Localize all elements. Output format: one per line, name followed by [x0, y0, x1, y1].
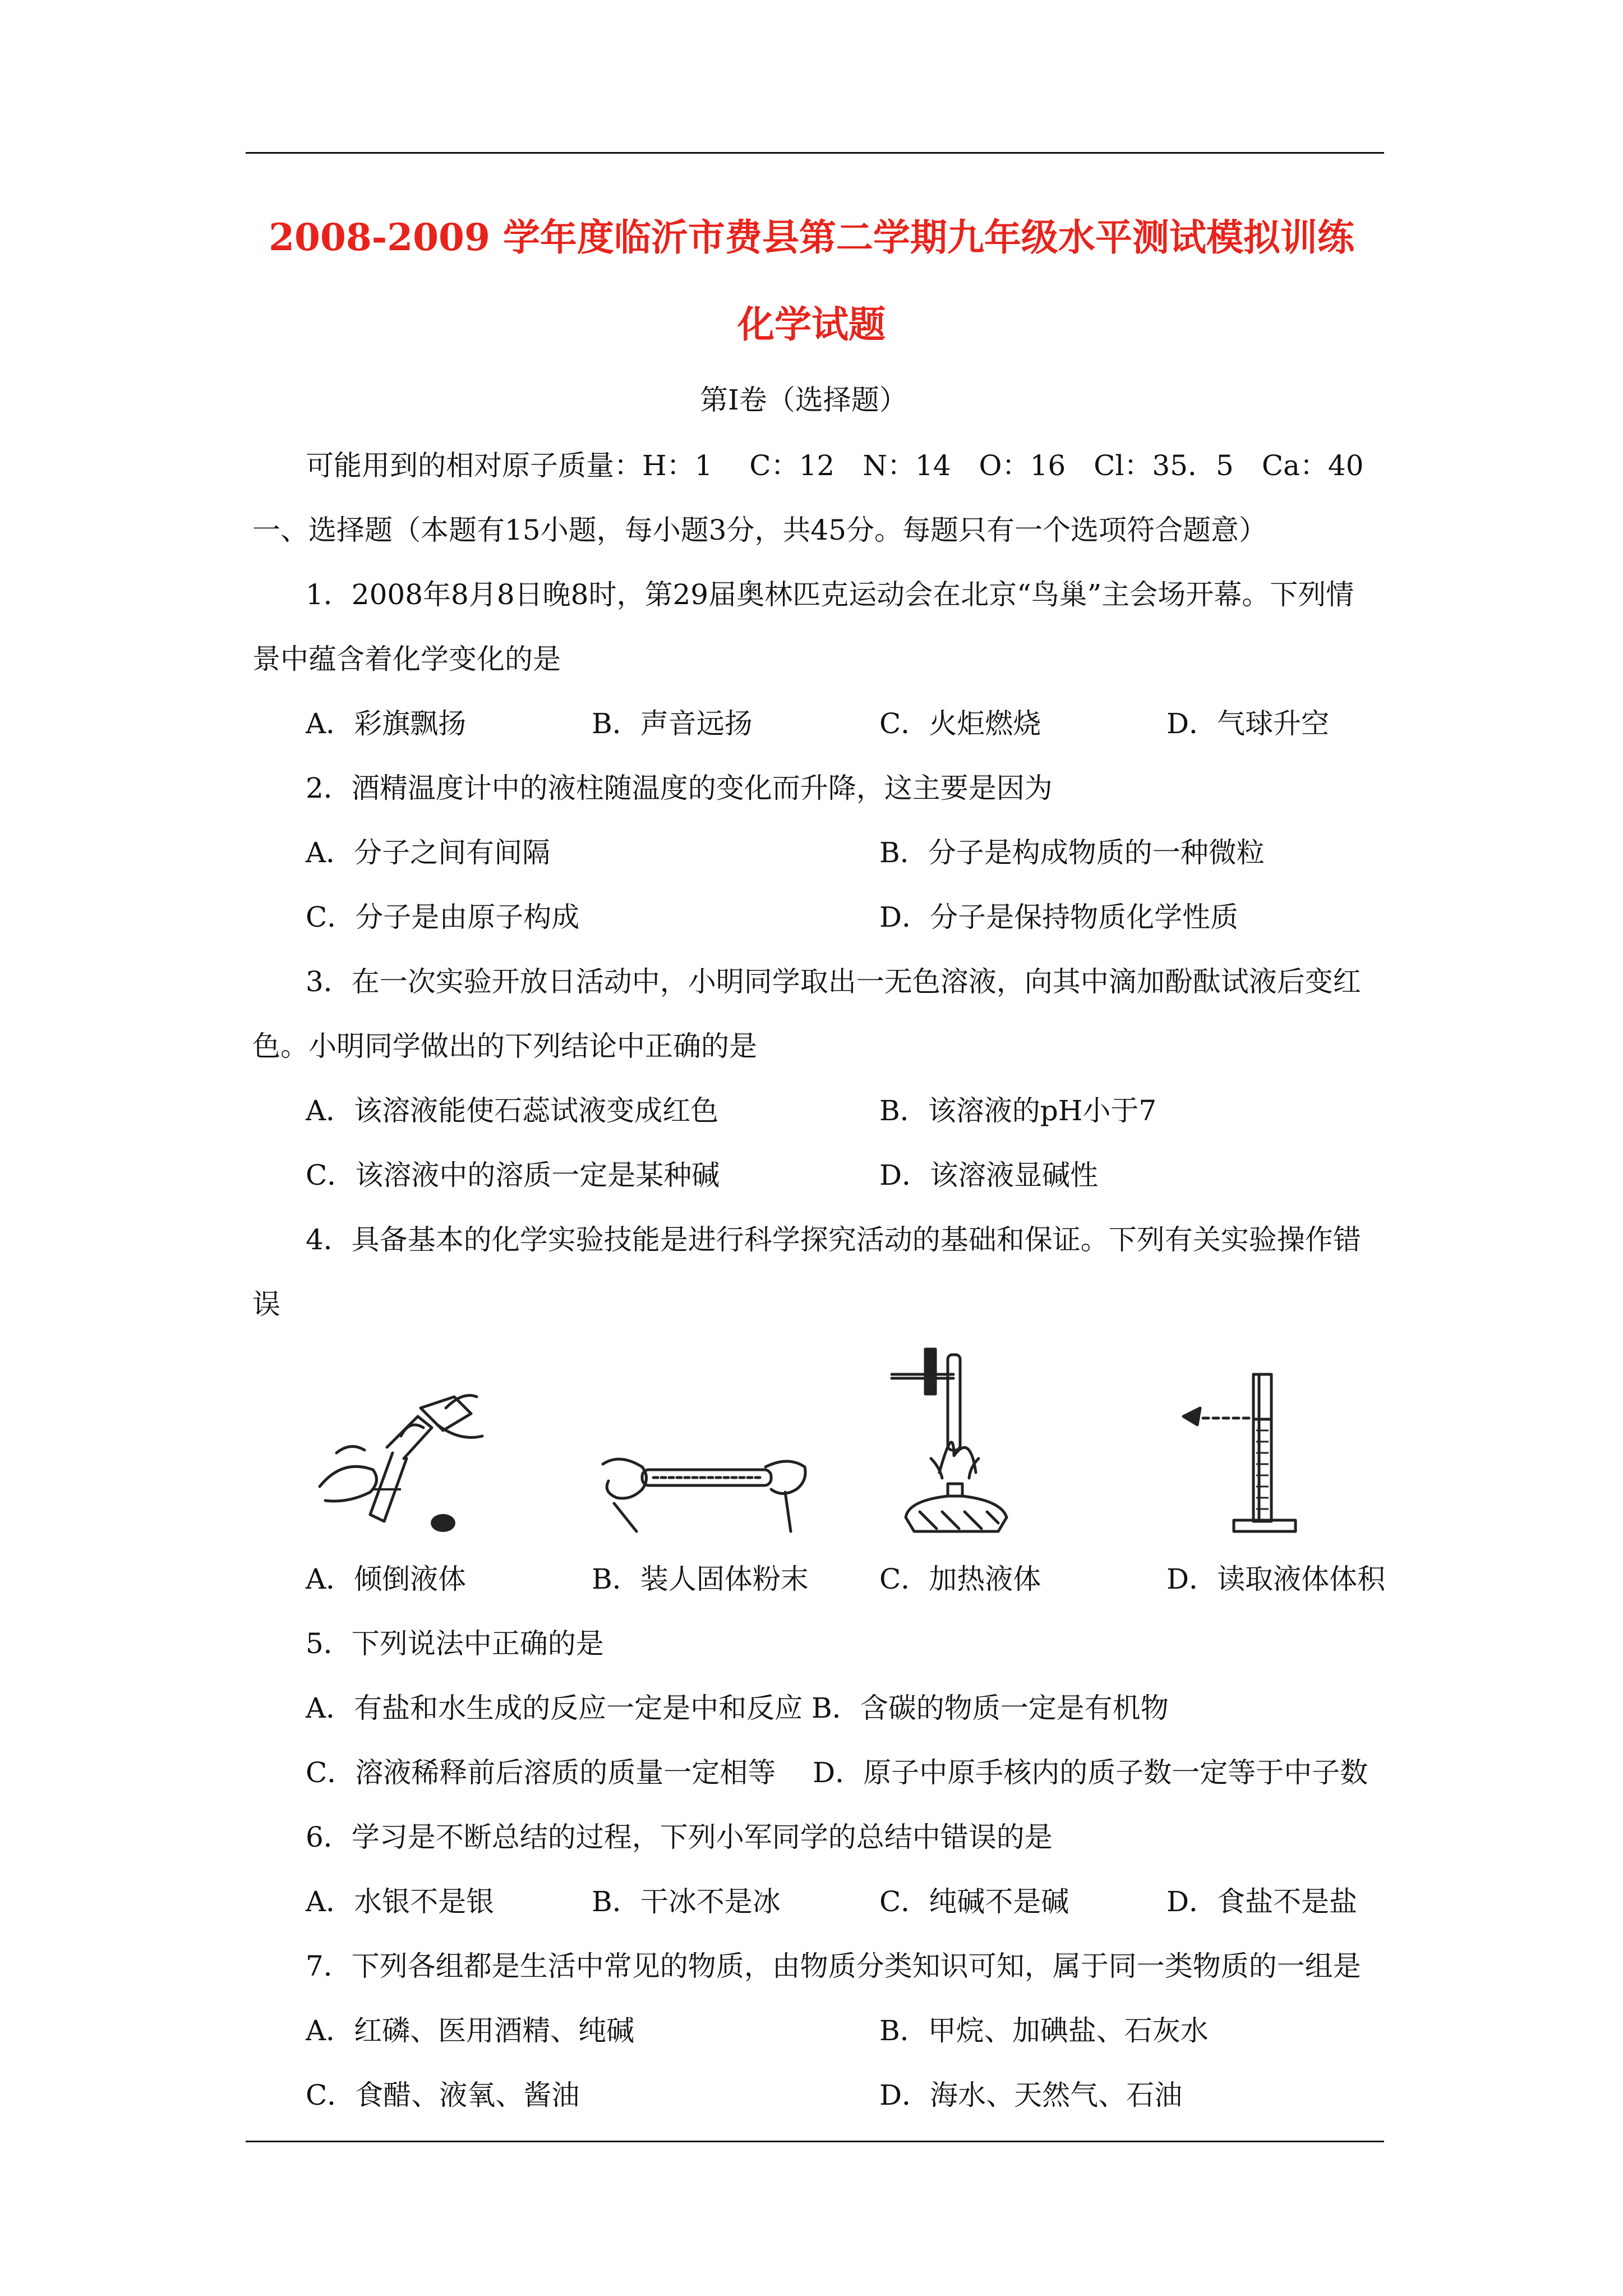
question-2-stem: 2．酒精温度计中的液柱随温度的变化而升降，这主要是因为 — [306, 772, 1053, 804]
q2-option-b: B．分子是构成物质的一种微粒 — [879, 836, 1265, 869]
q2-option-a: A．分子之间有间隔 — [306, 836, 551, 869]
figure-adding-powder — [597, 1436, 810, 1537]
q3-option-a: A．该溶液能使石蕊试液变成红色 — [306, 1094, 719, 1127]
question-3-stem-cont: 色。小明同学做出的下列结论中正确的是 — [252, 1030, 757, 1062]
question-4-stem: 4．具备基本的化学实验技能是进行科学探究活动的基础和保证。下列有关实验操作错 — [306, 1223, 1361, 1256]
question-6-stem: 6．学习是不断总结的过程，下列小军同学的总结中错误的是 — [306, 1821, 1053, 1853]
question-4-stem-cont: 误 — [252, 1288, 280, 1320]
q7-option-a: A．红磷、医用酒精、纯碱 — [306, 2014, 635, 2047]
q6-option-b: B．干冰不是冰 — [592, 1885, 781, 1918]
q4-option-d: D．读取液体体积 — [1166, 1563, 1386, 1595]
figure-reading-volume — [1166, 1369, 1324, 1537]
q3-option-b: B．该溶液的pH小于7 — [879, 1094, 1157, 1127]
q7-option-b: B．甲烷、加碘盐、石灰水 — [879, 2014, 1209, 2047]
q3-option-d: D．该溶液显碱性 — [879, 1159, 1099, 1191]
q7-option-d: D．海水、天然气、石油 — [879, 2079, 1183, 2111]
part-heading: 一、选择题（本题有15小题，每小题3分，共45分。每题只有一个选项符合题意） — [252, 514, 1267, 546]
top-rule — [246, 152, 1384, 154]
figure-heating-liquid — [886, 1343, 1032, 1537]
q2-option-d: D．分子是保持物质化学性质 — [879, 901, 1239, 933]
q2-option-c: C．分子是由原子构成 — [306, 901, 580, 933]
question-7-stem: 7．下列各组都是生活中常见的物质，由物质分类知识可知，属于同一类物质的一组是 — [306, 1950, 1361, 1982]
q5-options-cd: C．溶液稀释前后溶质的质量一定相等 D．原子中原手核内的质子数一定等于中子数 — [306, 1756, 1368, 1789]
section-heading: 第Ⅰ卷（选择题） — [700, 384, 907, 416]
q4-option-a: A．倾倒液体 — [306, 1563, 467, 1595]
page-subtitle: 化学试题 — [737, 302, 886, 346]
q4-option-c: C．加热液体 — [879, 1563, 1041, 1595]
figure-pouring-liquid — [303, 1374, 494, 1543]
bottom-rule — [246, 2141, 1384, 2142]
question-5-stem: 5．下列说法中正确的是 — [306, 1627, 604, 1660]
q6-option-c: C．纯碱不是碱 — [879, 1885, 1069, 1918]
question-1-stem-cont: 景中蕴含着化学变化的是 — [252, 643, 561, 675]
page-title: 2008-2009 学年度临沂市费县第二学期九年级水平测试模拟训练 — [269, 215, 1354, 259]
q4-option-b: B．装人固体粉末 — [592, 1563, 809, 1595]
q6-option-a: A．水银不是银 — [306, 1885, 495, 1918]
q3-option-c: C．该溶液中的溶质一定是某种碱 — [306, 1159, 720, 1191]
q5-options-ab: A．有盐和水生成的反应一定是中和反应 B．含碳的物质一定是有机物 — [306, 1692, 1169, 1724]
q1-option-c: C．火炬燃烧 — [879, 707, 1041, 740]
atomic-masses: 可能用到的相对原子质量：H：1 C：12 N：14 O：16 Cl：35．5 Ca：40 — [306, 449, 1364, 482]
q1-option-d: D．气球升空 — [1166, 707, 1330, 740]
q7-option-c: C．食醋、液氧、酱油 — [306, 2079, 580, 2111]
q1-option-a: A．彩旗飘扬 — [306, 707, 467, 740]
question-3-stem: 3．在一次实验开放日活动中，小明同学取出一无色溶液，向其中滴加酚酞试液后变红 — [306, 965, 1361, 998]
q1-option-b: B．声音远扬 — [592, 707, 753, 740]
question-1-stem: 1．2008年8月8日晚8时，第29届奥林匹克运动会在北京“鸟巢”主会场开幕。下列情 — [306, 578, 1354, 611]
q6-option-d: D．食盐不是盐 — [1166, 1885, 1358, 1918]
